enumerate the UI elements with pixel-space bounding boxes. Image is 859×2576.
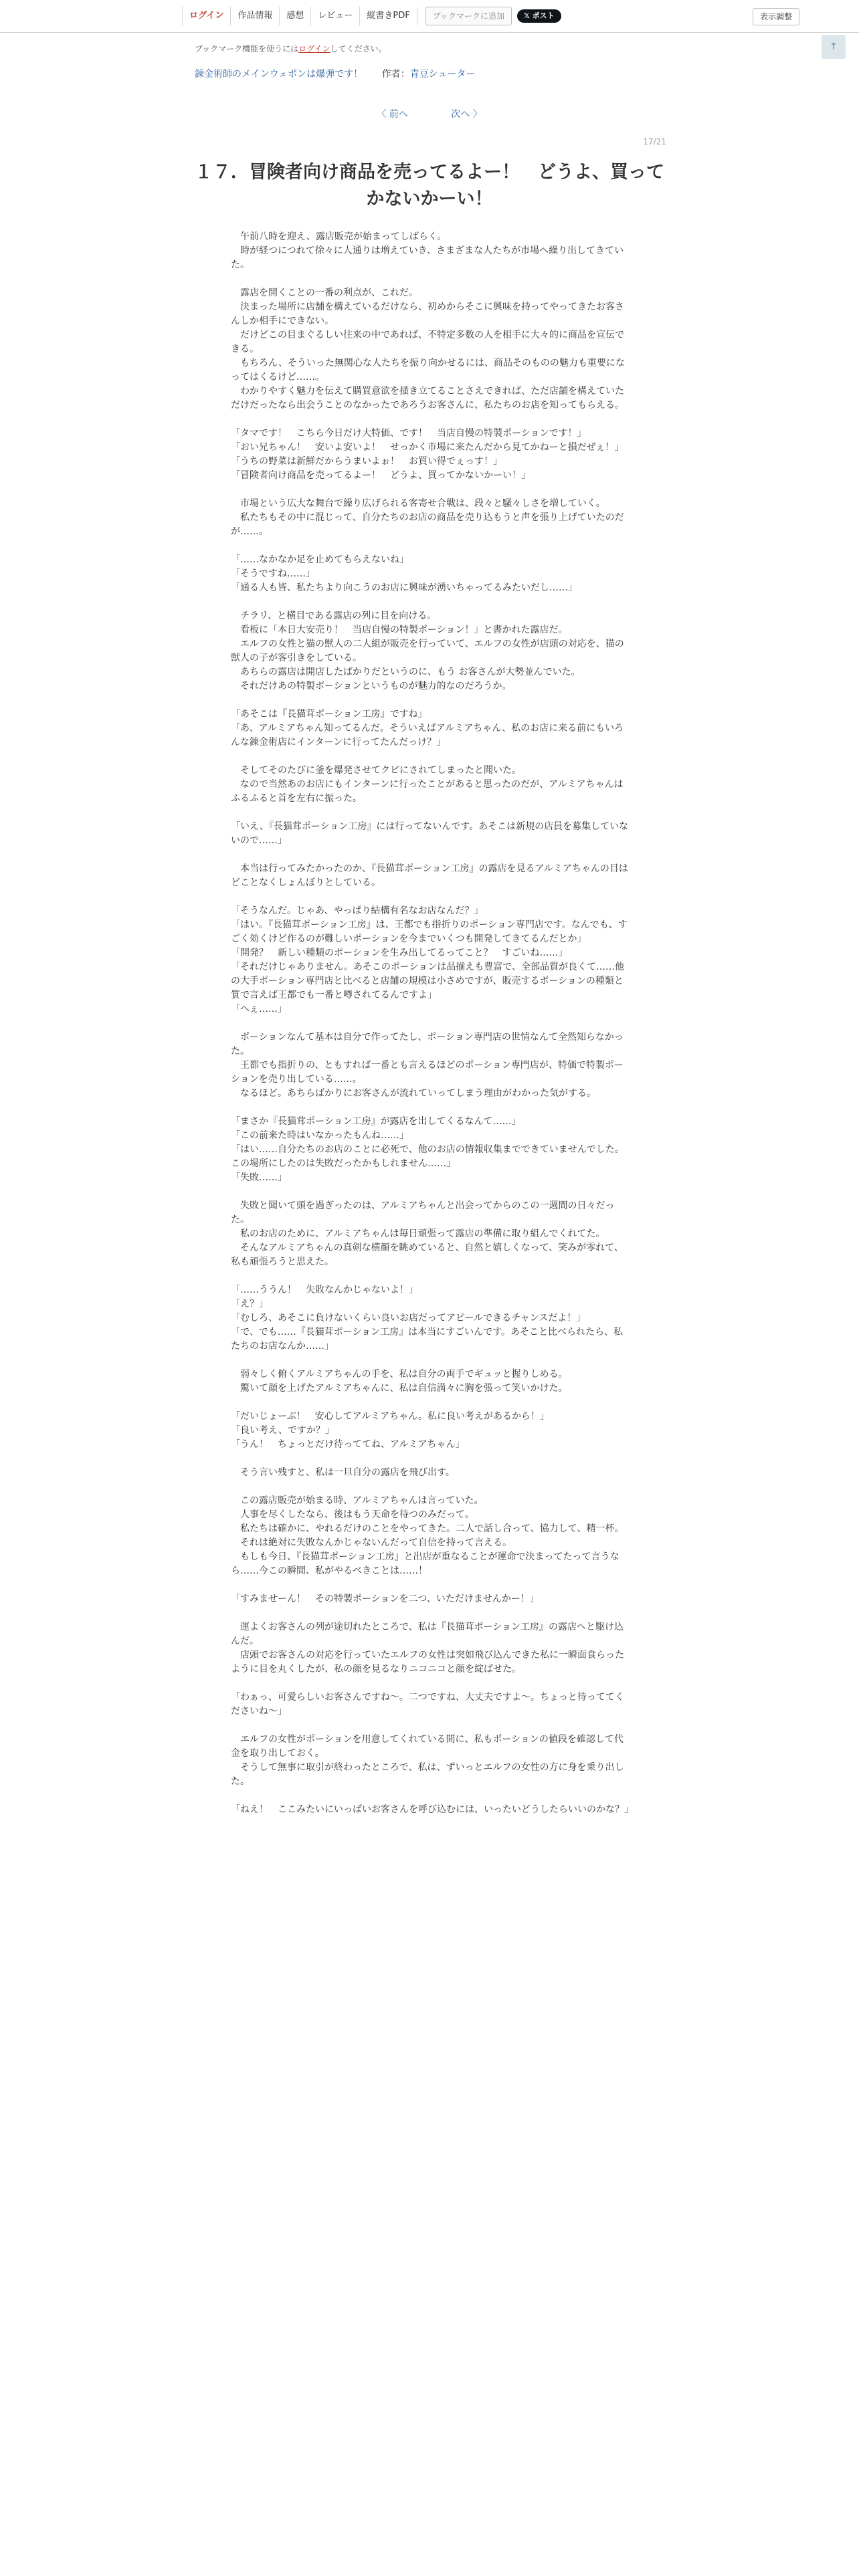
prev-episode-link[interactable]: 〈 前へ <box>377 109 408 120</box>
scroll-top-button[interactable] <box>822 35 846 59</box>
nav-impressions-link[interactable]: 感想 <box>280 7 311 25</box>
bookmark-notice-prefix: ブックマーク機能を使うには <box>195 44 299 53</box>
nav-work-info-link[interactable]: 作品情報 <box>231 7 280 25</box>
author-name-link[interactable]: 青豆シューター <box>409 69 476 80</box>
series-info <box>195 67 475 80</box>
novel-body-text: 午前八時を迎え、露店販売が始まってしばらく。 時が経つにつれて徐々に人通りは増えていき、さまざまな人たちが市場へ繰り出してきていた。 露店を開くことの一番の利点が、これだ。 決まった場所に店舗を構えているだけなら、初めからそこに興味を持ってやってきたお客さんしか相手にできない。 だけどこの目まぐるしい往来の中であれば、不特定多数の人を相手に大々的に商品を宣伝できる。 もちろん、そういった無関心な人たちを振り向かせるには、商品そのものの魅力も重要になってはくるけど……。 わかりやすく魅力を伝えて購買意欲を掻き立てることさえできれば、ただ店舗を構えていただけだったなら出会うことのなかったであろうお客さんに、私たちのお店を知ってもらえる。 「タマです！ こちら今日だけ大特価、です！ 当店自慢の特製ポーションです！」 「おい兄ちゃん！ 安いよ安いよ！ せっかく市場に来たんだから見てかねーと損だぜぇ！」 「うちの野菜は新鮮だからうまいよぉ！ お買い得でぇっす！」 「冒険者向け商品を売ってるよー！ どうよ、買ってかないかーい！」 市場という広大な舞台で繰り広げられる客寄せ合戦は、段々と騒々しさを増していく。 私たちもその中に混じって、自分たちのお店の商品を売り込もうと声を張り上げていたのだが……。 「……なかなか足を止めてもらえないね」 「そうですね……」 「通る人も皆、私たちより向こうのお店に興味が湧いちゃってるみたいだし……」 チラリ、と横目である露店の列に目を向ける。 看板に「本日大安売り！ 当店自慢の特製ポーション！」と書かれた露店だ。 エルフの女性と猫の獣人の二人組が販売を行っていて、エルフの女性が店頭の対応を、猫の獣人の子が客引きをしている。 あちらの露店は開店したばかりだというのに、もう お客さんが大勢並んでいた。 それだけあの特製ポーションというものが魅力的なのだろうか。 「あそこは『長猫茸ポーション工房』ですね」 「あ、アルミアちゃん知ってるんだ。そういえばアルミアちゃん、私のお店に来る前にもいろんな錬金術店にインターンに行ってたんだっけ？」 そしてそのたびに釜を爆発させてクビにされてしまったと聞いた。 なので当然あのお店にもインターンに行ったことがあると思ったのだが、アルミアちゃんはふるふると首を左右に振った。 「いえ、『長猫茸ポーション工房』には行ってないんです。あそこは新規の店員を募集していないので……」 本当は行ってみたかったのか、『長猫茸ポーション工房』の露店を見るアルミアちゃんの目はどことなくしょんぼりとしている。 「そうなんだ。じゃあ、やっぱり結構有名なお店なんだ？」 「はい。『長猫茸ポーション工房』は、王都でも指折りのポーション専門店です。なんでも、すごく効くけど作るのが難しいポーションを今までいくつも開発してきてるんだとか」 「開発？ 新しい種類のポーションを生み出してるってこと？ すごいね……」 「それだけじゃありません。あそこのポーションは品揃えも豊富で、全部品質が良くて……他の大手ポーション専門店と比べると店舗の規模は小さめですが、販売するポーションの種類と質で言えば王都でも一番と噂されてるんですよ」 「へぇ……」 ポーションなんて基本は自分で作ってたし、ポーション専門店の世情なんて全然知らなかった。 王都でも指折りの、ともすれば一番とも言えるほどのポーション専門店が、特価で特製ポーションを売り出している……。 なるほど。あちらばかりにお客さんが流れていってしまう理由がわかった気がする。 「まさか『長猫茸ポーション工房』が露店を出してくるなんて……」 「この前来た時はいなかったもんね……」 「はい……自分たちのお店のことに必死で、他のお店の情報収集までできていませんでした。この場所にしたのは失敗だったかもしれません……」 「失敗……」 失敗と聞いて頭を過ぎったのは、アルミアちゃんと出会ってからのこの一週間の日々だった。 私のお店のために、アルミアちゃんは毎日頑張って露店の準備に取り組んでくれてた。 そんなアルミアちゃんの真剣な横顔を眺めていると、自然と嬉しくなって、笑みが零れて、私も頑張ろうと思えた。 「……ううん！ 失敗なんかじゃないよ！」 「え？」 「むしろ、あそこに負けないくらい良いお店だってアピールできるチャンスだよ！」 「で、でも……『長猫茸ポーション工房』は本当にすごいんです。あそこと比べられたら、私たちのお店なんか……」 弱々しく俯くアルミアちゃんの手を、私は自分の両手でギュッと握りしめる。 驚いて顔を上げたアルミアちゃんに、私は自信満々に胸を張って笑いかけた。 「だいじょーぶ！ 安心してアルミアちゃん。私に良い考えがあるから！」 「良い考え、ですか？」 「うん！ ちょっとだけ待っててね、アルミアちゃん」 そう言い残すと、私は一旦自分の露店を飛び出す。 この露店販売が始まる時、アルミアちゃんは言っていた。 人事を尽くしたなら、後はもう天命を待つのみだって。 私たちは確かに、やれるだけのことをやってきた。二人で話し合って、協力して、精一杯。 それは絶対に失敗なんかじゃないんだって自信を持って言える。 もしも今日、『長猫茸ポーション工房』と出店が重なることが運命で決まってたって言うなら……今この瞬間、私がやるべきことは……！ 「すみませーん！ その特製ポーションを二つ、いただけませんかー！」 運よくお客さんの列が途切れたところで、私は『長猫茸ポーション工房』の露店へと駆け込んだ。 店頭でお客さんの対応を行っていたエルフの女性は突如飛び込んできた私に一瞬面食らったように目を丸くしたが、私の顔を見るなりニコニコと顔を綻ばせた。 「わぁっ、可愛らしいお客さんですね〜。二つですね、大丈夫ですよ〜。ちょっと待っててくださいね〜」 エルフの女性がポーションを用意してくれている間に、私もポーションの値段を確認して代金を取り出しておく。 そうして無事に取引が終わったところで、私は、ずいっとエルフの女性の方に身を乗り出した。 「ねえ！ ここみたいにいっぱいお客さんを呼び込むには、いったいどうしたらいいのかな？」 <box>231 231 634 1815</box>
chevron-up-icon: ↑ <box>830 41 838 52</box>
top-navigation-bar <box>0 0 859 33</box>
episode-pager-top <box>0 107 859 120</box>
bookmark-notice <box>195 43 387 54</box>
x-post-label: ポスト <box>532 11 555 20</box>
author-label: 作者： <box>381 69 410 80</box>
nav-pdf-link[interactable]: 縦書きPDF <box>360 7 417 25</box>
next-episode-link[interactable]: 次へ 〉 <box>451 109 482 120</box>
add-bookmark-button[interactable]: ブックマークに追加 <box>425 7 512 25</box>
x-post-button[interactable] <box>517 9 561 23</box>
episode-progress: 17/21 <box>643 137 666 146</box>
nav-login-link[interactable]: ログイン <box>182 7 231 25</box>
x-logo-icon: 𝕏 <box>523 11 533 20</box>
nav-menu <box>182 7 561 25</box>
nav-review-link[interactable]: レビュー <box>311 7 360 25</box>
bookmark-login-link[interactable]: ログイン <box>298 44 330 53</box>
display-settings-button[interactable]: 表示調整 <box>753 8 799 25</box>
chapter-title: １７．冒険者向け商品を売ってるよー！ どうよ、買ってかないかーい！ <box>195 162 664 209</box>
bookmark-notice-suffix: してください。 <box>330 44 387 53</box>
series-title-link[interactable]: 錬金術師のメインウェポンは爆弾です！ <box>195 69 363 80</box>
